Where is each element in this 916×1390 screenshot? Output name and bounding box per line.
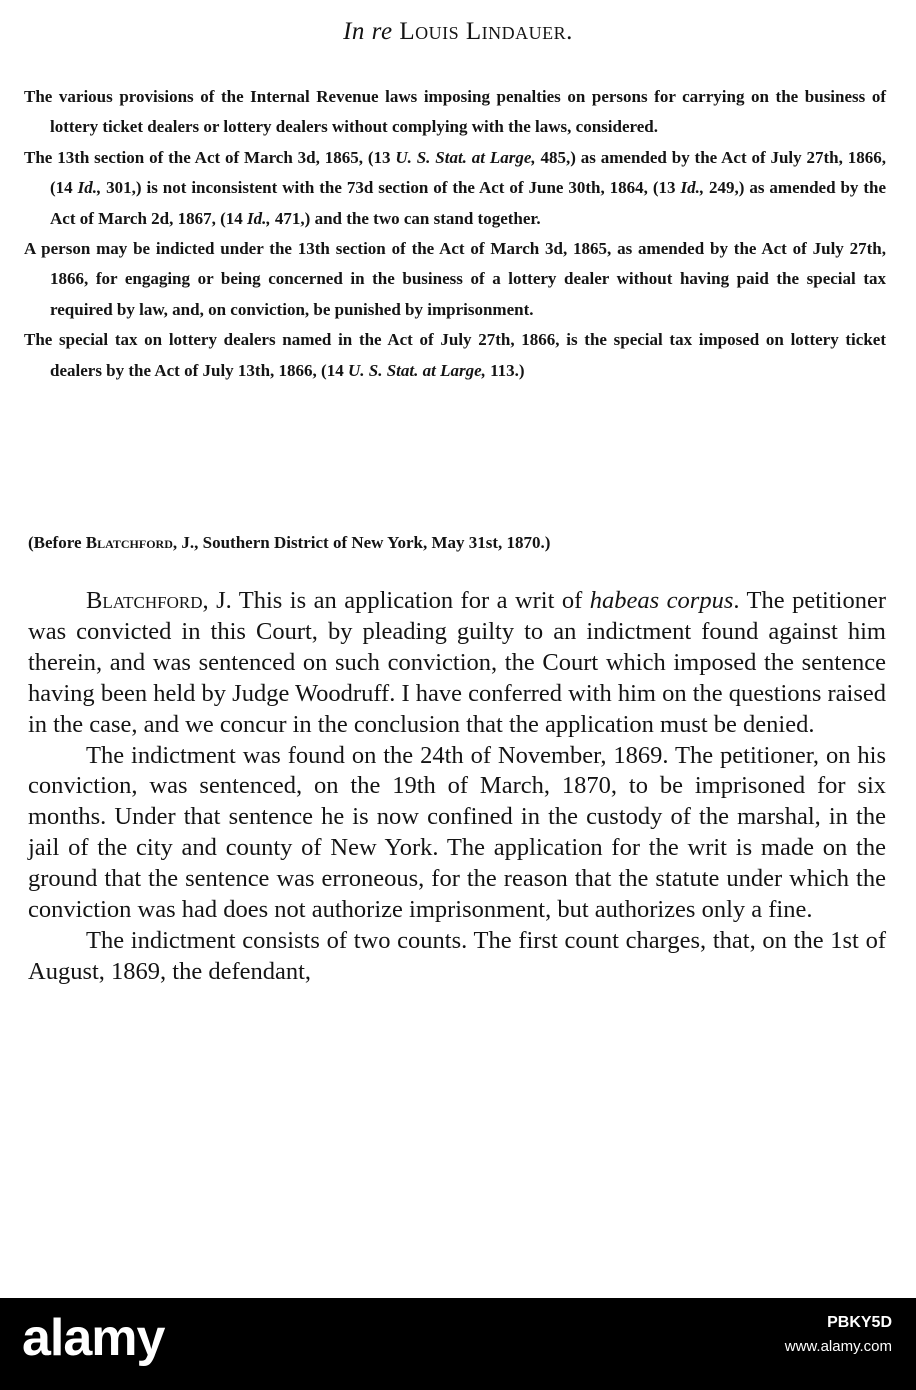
case-title-prefix: In re	[343, 18, 393, 45]
opinion-text	[28, 586, 886, 988]
watermark-info	[662, 1312, 892, 1360]
opinion-paragraph-3: The indictment consists of two counts. The first count charges, that, on the 1st of August, 1869, the defendant,	[28, 926, 886, 985]
watermark-banner	[0, 1298, 916, 1390]
syllabus-paragraph-1: The various provisions of the Internal Revenue laws imposing penalties on persons for carrying on the business of lottery ticket dealers or lottery dealers without complying with the laws, considered.	[24, 87, 886, 137]
opinion-paragraph-2: The indictment was found on the 24th of November, 1869. The petitioner, on his conviction, was sentenced, on the 19th of March, 1870, to be imprisoned for six months. Under that sentence he is now confined in the custody of the marshal, in the jail of the city and county of New York. The application for the writ is made on the ground that the sentence was erroneous, for the reason that the statute under which the conviction was had does not authorize imprisonment, but authorizes only a fine.	[28, 741, 886, 924]
court-note: (Before Blatchford, J., Southern District of New York, May 31st, 1870.)	[28, 533, 551, 552]
case-title-name: Louis Lindauer.	[399, 18, 573, 45]
image-id: PBKY5D	[827, 1314, 892, 1331]
syllabus	[24, 82, 886, 386]
case-title	[0, 18, 916, 46]
opinion-paragraph-1: Blatchford, J. This is an application for a writ of habeas corpus. The petitioner was convicted in this Court, by pleading guilty to an indictment found against him therein, and was sentenced on such conviction, the Court which imposed the sentence having been held by Judge Woodruff. I have conferred with him on the questions raised in the case, and we concur in the conclusion that the application must be denied.	[28, 587, 887, 738]
alamy-logo: alamy	[22, 1309, 165, 1367]
syllabus-paragraph-3: A person may be indicted under the 13th section of the Act of March 3d, 1865, as amended by the Act of July 27th, 1866, for engaging or being concerned in the business of a lottery dealer without having paid the special tax required by law, and, on conviction, be punished by imprisonment.	[24, 239, 886, 319]
syllabus-paragraph-2: The 13th section of the Act of March 3d, 1865, (13 U. S. Stat. at Large, 485,) as amended by the Act of July 27th, 1866, (14 Id., 301,) is not inconsistent with the 73d section of the Act of June 30th, 1864, (13 Id., 249,) as amended by the Act of March 2d, 1867, (14 Id., 471,) and the two can stand together.	[24, 147, 887, 228]
syllabus-paragraph-4: The special tax on lottery dealers named in the Act of July 27th, 1866, is the special tax imposed on lottery ticket dealers by the Act of July 13th, 1866, (14 U. S. Stat. at Large, 113.)	[24, 330, 886, 380]
site-url: www.alamy.com	[784, 1338, 892, 1355]
